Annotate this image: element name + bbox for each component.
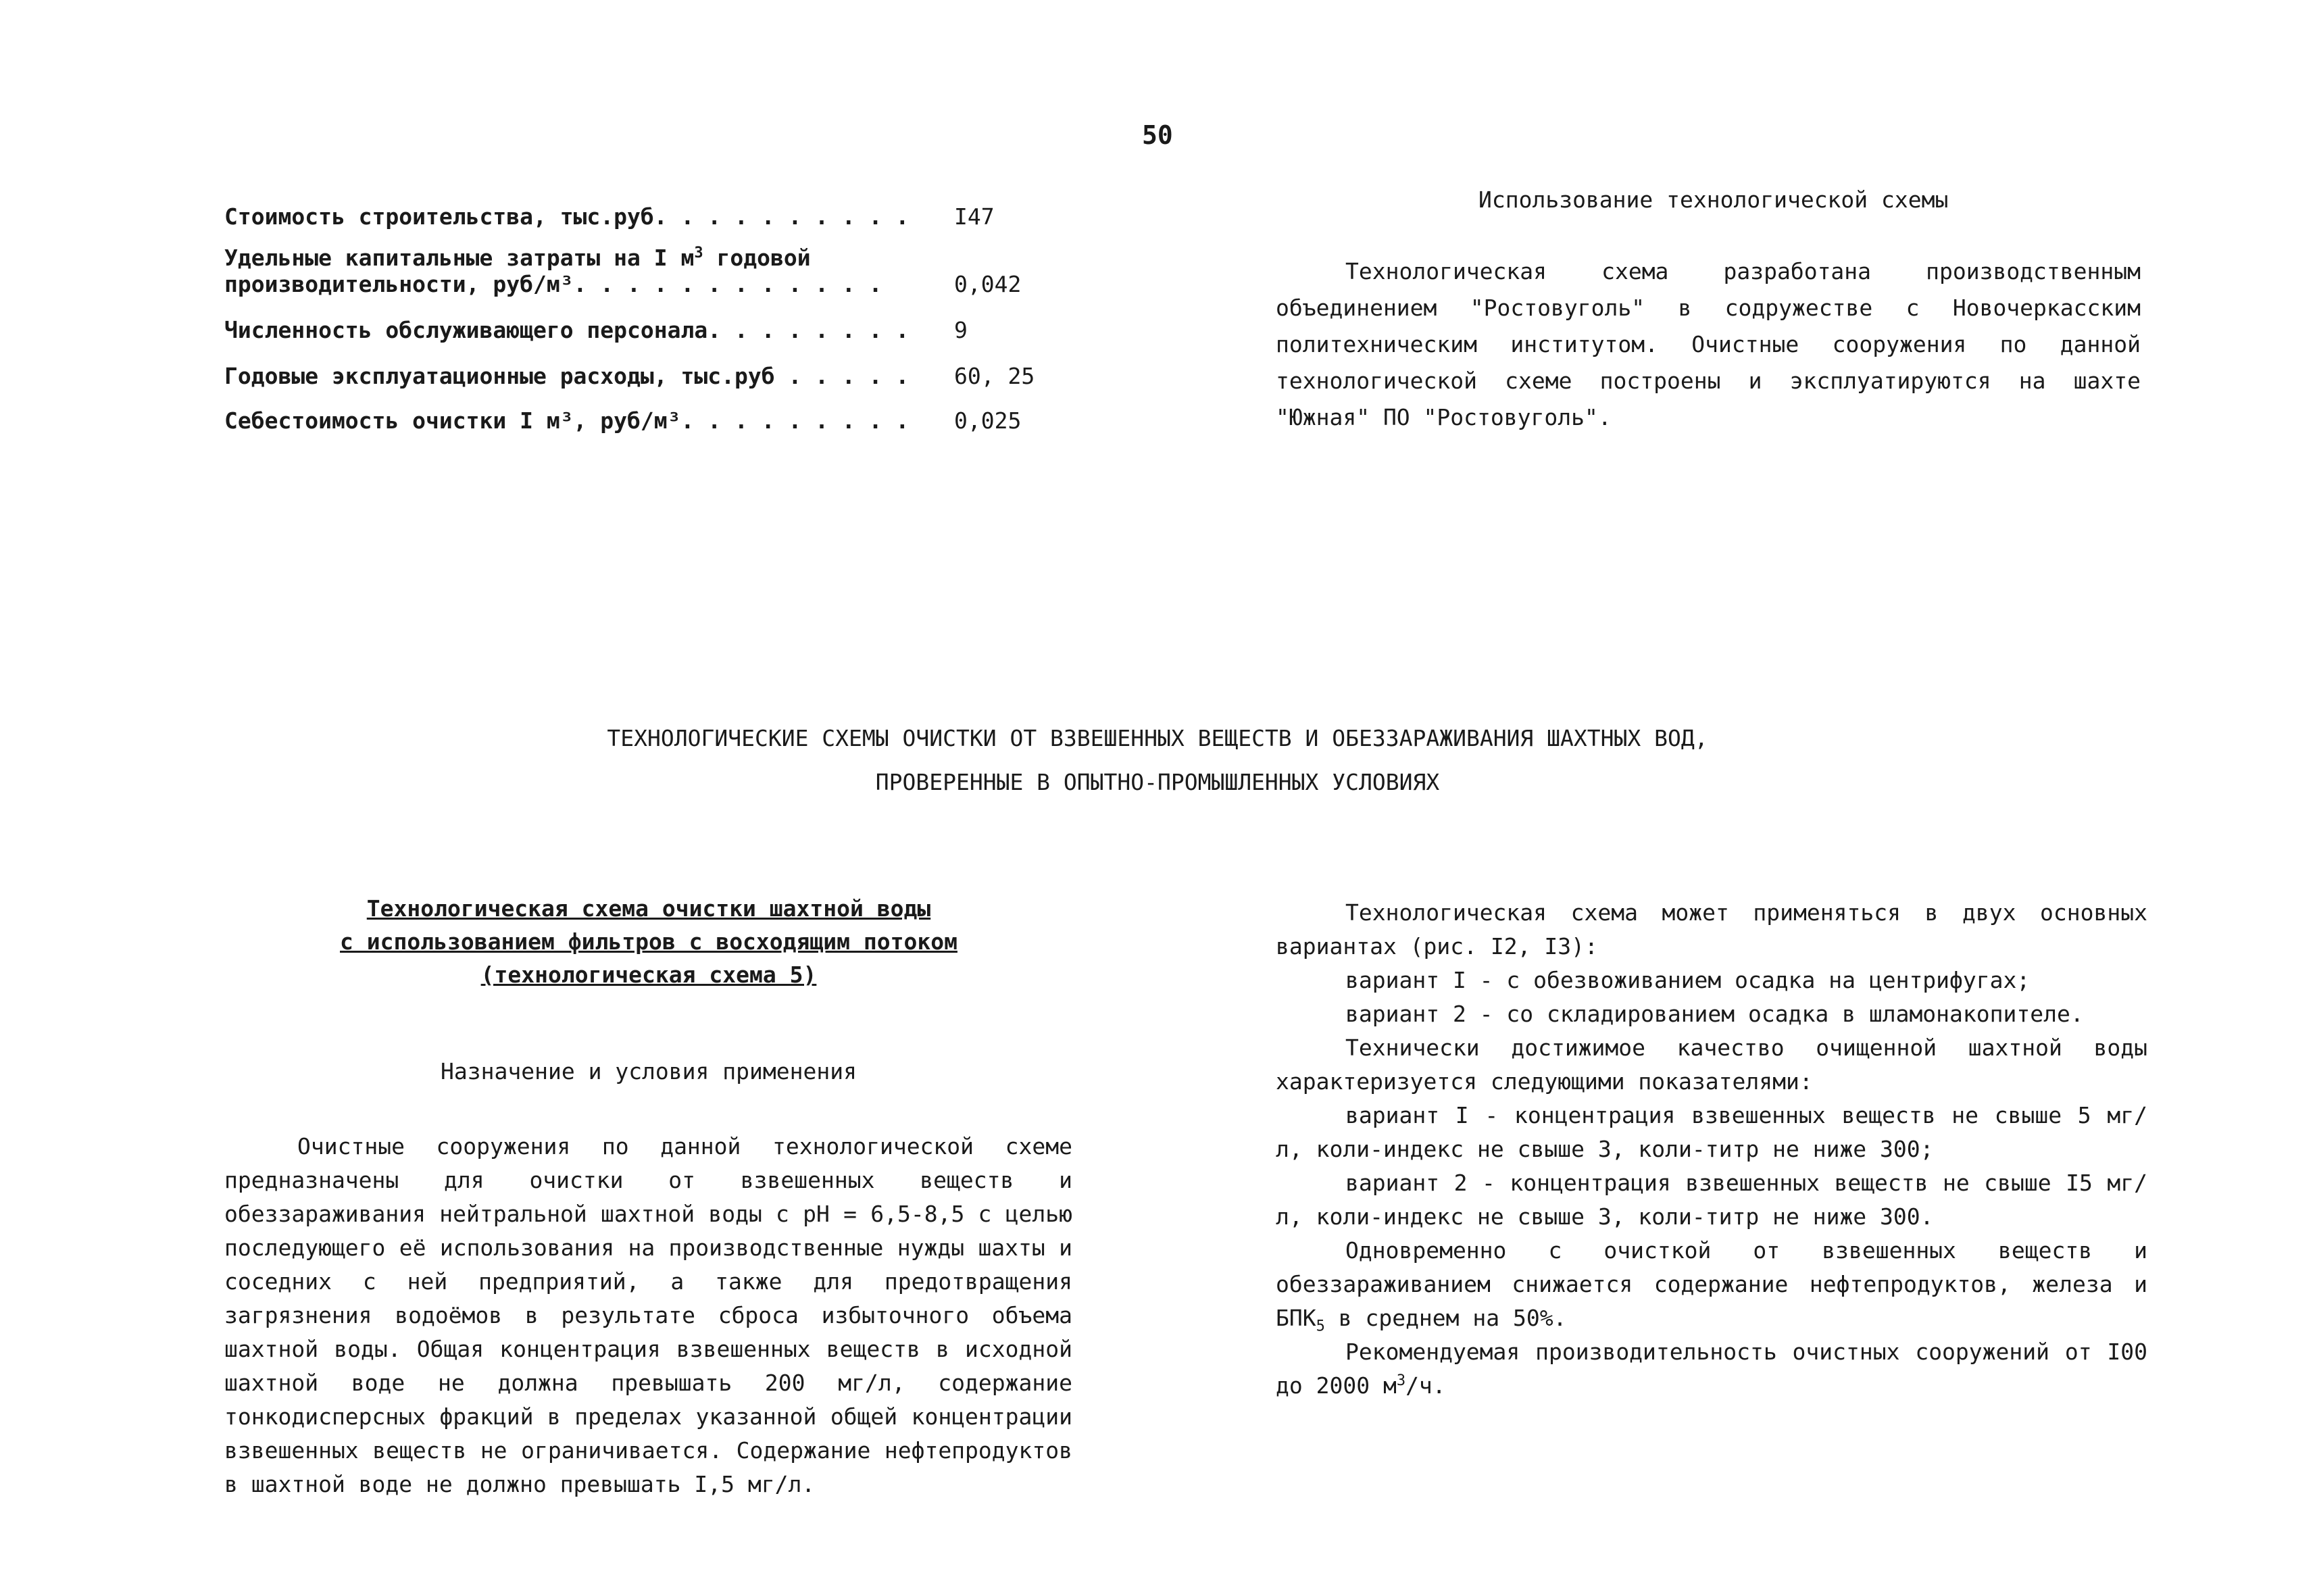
scheme-title-line3: (технологическая схема 5) — [480, 962, 817, 988]
cost-label: Стоимость строительства, тыс.руб. . . . . . . . . . — [224, 203, 910, 230]
cost-value: 0,042 — [954, 271, 1022, 297]
main-heading — [0, 716, 2315, 804]
right-column — [1276, 896, 2147, 1403]
scheme-title-line2: с использованием фильтров с восходящим потоком — [340, 928, 957, 955]
cost-value: 60, 25 — [954, 363, 1035, 389]
purpose-paragraph: Очистные сооружения по данной технологической схеме предназначены для очистки от взвешенных веществ и обеззараживания нейтральной шахтной воды с pH = 6,5-8,5 с целью последующего её использования на производственные нужды шахты и соседних с ней предприятий, а также для предотвращения загрязнения водоёмов в результате сброса избыточного объема шахтной воды. Общая концентрация взвешенных веществ в исходной шахтной воде не должна превышать 200 мг/л, содержание тонкодисперсных фракций в пределах указанной общей концентрации взвешенных веществ не ограничивается. Содержание нефтепродуктов в шахтной воде не должно превышать I,5 мг/л. — [224, 1133, 1072, 1497]
cost-row-construction — [224, 182, 1055, 230]
paragraph: вариант I - концентрация взвешенных веществ не свыше 5 мг/л, коли-индекс не свыше 3, коли-титр не ниже 300; — [1276, 1102, 2147, 1162]
text-span: Одновременно с очисткой от взвешенных веществ и обеззараживанием снижается содержание нефтепродуктов, железа и БПК — [1276, 1237, 2147, 1331]
text-span: /ч. — [1405, 1372, 1446, 1399]
main-heading-line2: ПРОВЕРЕННЫЕ В ОПЫТНО-ПРОМЫШЛЕННЫХ УСЛОВИЯХ — [875, 769, 1440, 795]
cost-label: Себестоимость очистки I м³, руб/м³. . . . . . . . . — [224, 407, 910, 434]
cost-label-line2: производительности, руб/м³. . . . . . . . . . . . — [224, 271, 882, 297]
cost-label: Годовые эксплуатационные расходы, тыс.руб . . . . . — [224, 363, 910, 389]
superscript: 3 — [1396, 1372, 1406, 1389]
paragraph: Технически достижимое качество очищенной шахтной воды характеризуется следующими показателями: — [1276, 1034, 2147, 1095]
paragraph — [1276, 1335, 2147, 1403]
paragraph: Технологическая схема может применяться в двух основных вариантах (рис. I2, I3): — [1276, 899, 2147, 959]
cost-value: I47 — [954, 203, 995, 230]
usage-heading: Использование технологической схемы — [1478, 186, 1949, 213]
scheme-title-line1: Технологическая схема очистки шахтной воды — [366, 895, 931, 922]
purpose-heading: Назначение и условия применения — [441, 1058, 857, 1084]
cost-label: Численность обслуживающего персонала. . . . . . . . — [224, 317, 910, 343]
cost-row-unit-cost — [224, 389, 1055, 434]
paragraph: вариант I - с обезвоживанием осадка на центрифугах; — [1345, 967, 2031, 993]
cost-table — [224, 182, 1055, 434]
cost-label — [224, 245, 954, 297]
cost-row-operating — [224, 343, 1055, 389]
cost-value: 9 — [954, 317, 968, 343]
cost-row-staff — [224, 300, 1055, 343]
cost-label-line1: Удельные капитальные затраты на I м — [224, 245, 695, 271]
paragraph — [1276, 1234, 2147, 1335]
subscript: 5 — [1316, 1318, 1325, 1335]
main-heading-line1: ТЕХНОЛОГИЧЕСКИЕ СХЕМЫ ОЧИСТКИ ОТ ВЗВЕШЕННЫХ ВЕЩЕСТВ И ОБЕЗЗАРАЖИВАНИЯ ШАХТНЫХ ВОД, — [607, 725, 1708, 751]
scheme-title — [223, 892, 1074, 991]
text-span: Рекомендуемая производительность очистных сооружений от I00 до 2000 м — [1276, 1339, 2147, 1399]
paragraph: вариант 2 - со складированием осадка в шламонакопителе. — [1345, 1001, 2084, 1027]
paragraph: вариант 2 - концентрация взвешенных веществ не свыше I5 мг/л, коли-индекс не свыше 3, коли-титр не ниже 300. — [1276, 1170, 2147, 1230]
cost-row-capital — [224, 230, 1055, 297]
superscript: 3 — [694, 245, 703, 261]
text-span: в среднем на 50%. — [1324, 1305, 1567, 1331]
page-number: 50 — [1142, 120, 1173, 150]
usage-paragraph: Технологическая схема разработана производственным объединением "Ростовуголь" в содружестве с Новочеркасским политехническим институтом. Очистные сооружения по данной технологической схеме построены и эксплуатируются на шахте "Южная" ПО "Ростовуголь". — [1276, 258, 2141, 430]
cost-label-line1-end: годовой — [703, 245, 811, 271]
cost-value: 0,025 — [954, 407, 1022, 434]
